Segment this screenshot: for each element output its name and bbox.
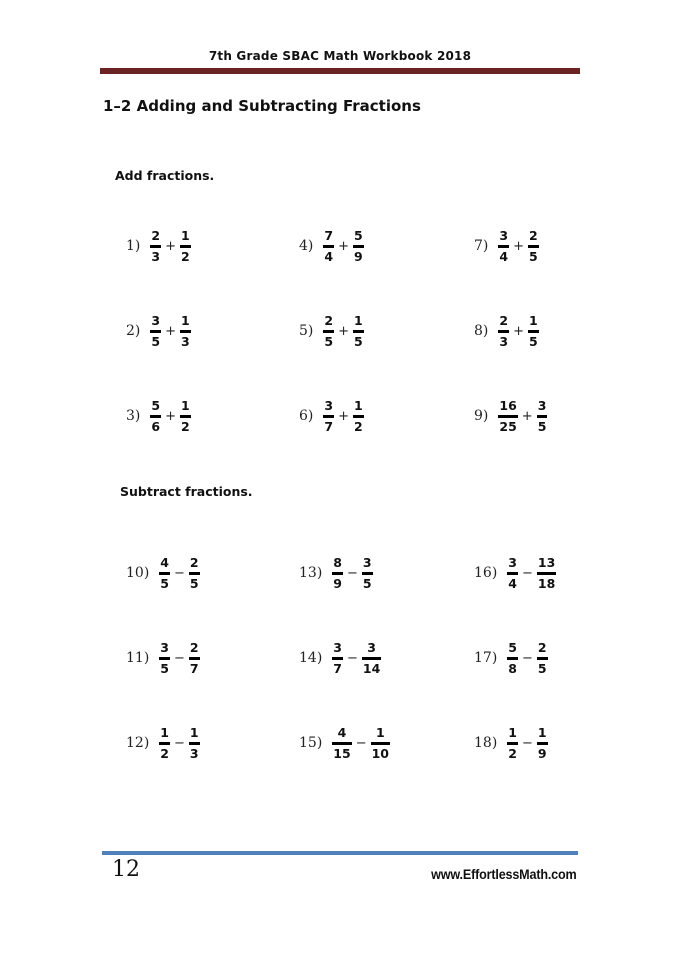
fraction-a	[498, 398, 517, 435]
numerator: 3	[324, 397, 334, 413]
problem-number: 16)	[474, 565, 498, 581]
denominator: 7	[333, 660, 342, 676]
denominator: 3	[180, 333, 190, 349]
problem-number: 12)	[126, 735, 150, 751]
fraction-bar	[332, 657, 343, 660]
numerator: 1	[180, 227, 190, 243]
problem-item	[126, 309, 193, 353]
fraction-bar	[180, 245, 191, 248]
denominator: 18	[537, 575, 556, 591]
fraction-bar	[528, 245, 539, 248]
denominator: 5	[362, 575, 372, 591]
problem-item	[299, 551, 375, 595]
operator: −	[521, 565, 533, 581]
denominator: 3	[499, 333, 509, 349]
numerator: 1	[508, 724, 517, 740]
operator: −	[346, 565, 358, 581]
problem-number: 15)	[299, 735, 323, 751]
numerator: 5	[151, 397, 161, 413]
fraction-bar	[537, 415, 548, 418]
problem-item	[126, 636, 202, 680]
problem-item	[299, 394, 366, 438]
website-link[interactable]: www.EffortlessMath.com	[431, 866, 577, 882]
fraction-bar	[537, 742, 548, 745]
fraction-a	[507, 555, 518, 592]
operator: −	[173, 565, 185, 581]
denominator: 5	[324, 333, 334, 349]
fraction-bar	[159, 572, 170, 575]
fraction-b	[189, 725, 200, 762]
operator: −	[173, 650, 185, 666]
denominator: 5	[528, 248, 538, 264]
numerator: 3	[151, 312, 161, 328]
fraction-bar	[507, 742, 518, 745]
fraction-bar	[362, 572, 373, 575]
numerator: 1	[180, 397, 190, 413]
problem-number: 5)	[299, 323, 314, 339]
numerator: 1	[537, 724, 547, 740]
denominator: 5	[528, 333, 538, 349]
operator: +	[521, 408, 533, 424]
fraction-bar	[180, 415, 191, 418]
fraction-b	[180, 313, 191, 350]
fraction-bar	[507, 572, 518, 575]
problem-item	[474, 224, 541, 268]
denominator: 3	[151, 248, 161, 264]
fraction-a	[159, 555, 170, 592]
fraction-b	[353, 398, 364, 435]
subtract-instruction: Subtract fractions.	[120, 484, 253, 499]
operator: +	[338, 408, 349, 424]
problem-number: 17)	[474, 650, 498, 666]
numerator: 3	[333, 639, 342, 655]
denominator: 5	[537, 418, 547, 434]
fraction-b	[362, 640, 381, 677]
fraction-a	[332, 640, 343, 677]
add-instruction: Add fractions.	[115, 168, 215, 183]
fraction-a	[323, 398, 334, 435]
numerator: 3	[508, 554, 517, 570]
numerator: 2	[528, 227, 538, 243]
problem-item	[299, 224, 366, 268]
problem-number: 18)	[474, 735, 498, 751]
problem-number: 2)	[126, 323, 141, 339]
fraction-a	[498, 313, 509, 350]
operator: +	[513, 238, 524, 254]
numerator: 2	[324, 312, 334, 328]
numerator: 3	[160, 639, 169, 655]
fraction-bar	[507, 657, 518, 660]
fraction-a	[332, 725, 351, 762]
denominator: 9	[353, 248, 363, 264]
fraction-bar	[362, 657, 381, 660]
problem-number: 4)	[299, 238, 314, 254]
fraction-bar	[498, 330, 509, 333]
fraction-a	[323, 313, 334, 350]
fraction-bar	[353, 415, 364, 418]
denominator: 9	[537, 745, 547, 761]
fraction-bar	[332, 572, 343, 575]
problem-number: 10)	[126, 565, 150, 581]
denominator: 4	[499, 248, 509, 264]
numerator: 1	[160, 724, 169, 740]
operator: +	[513, 323, 524, 339]
operator: +	[165, 323, 176, 339]
fraction-bar	[498, 415, 517, 418]
problem-number: 6)	[299, 408, 314, 424]
numerator: 1	[180, 312, 190, 328]
numerator: 2	[189, 639, 199, 655]
problem-item	[474, 309, 541, 353]
fraction-b	[362, 555, 373, 592]
numerator: 1	[189, 724, 199, 740]
page-number: 12	[112, 857, 140, 882]
fraction-bar	[323, 415, 334, 418]
fraction-a	[150, 398, 161, 435]
denominator: 4	[508, 575, 517, 591]
numerator: 2	[537, 639, 547, 655]
numerator: 1	[353, 397, 363, 413]
fraction-bar	[150, 245, 161, 248]
denominator: 9	[333, 575, 342, 591]
problem-item	[474, 636, 550, 680]
problem-item	[474, 394, 549, 438]
numerator: 3	[499, 227, 509, 243]
fraction-a	[323, 228, 334, 265]
denominator: 8	[508, 660, 517, 676]
fraction-bar	[537, 657, 548, 660]
denominator: 5	[353, 333, 363, 349]
numerator: 1	[528, 312, 538, 328]
numerator: 4	[160, 554, 169, 570]
fraction-a	[507, 640, 518, 677]
fraction-bar	[323, 245, 334, 248]
fraction-bar	[159, 657, 170, 660]
fraction-bar	[189, 657, 200, 660]
fraction-b	[180, 228, 191, 265]
operator: +	[165, 238, 176, 254]
operator: −	[355, 735, 367, 751]
fraction-bar	[323, 330, 334, 333]
fraction-bar	[353, 330, 364, 333]
fraction-a	[150, 313, 161, 350]
denominator: 2	[180, 248, 190, 264]
numerator: 1	[353, 312, 363, 328]
denominator: 10	[371, 745, 389, 761]
numerator: 8	[333, 554, 342, 570]
denominator: 2	[353, 418, 363, 434]
denominator: 2	[160, 745, 169, 761]
problem-number: 9)	[474, 408, 489, 424]
operator: +	[165, 408, 176, 424]
numerator: 2	[189, 554, 199, 570]
problem-item	[126, 551, 202, 595]
fraction-a	[507, 725, 518, 762]
problem-number: 11)	[126, 650, 150, 666]
numerator: 3	[537, 397, 547, 413]
denominator: 15	[333, 745, 351, 761]
fraction-a	[498, 228, 509, 265]
problem-item	[126, 394, 193, 438]
problem-item	[299, 309, 366, 353]
fraction-a	[332, 555, 343, 592]
problem-item	[474, 551, 558, 595]
problem-item	[299, 636, 383, 680]
numerator: 2	[499, 312, 509, 328]
operator: −	[521, 650, 533, 666]
fraction-b	[371, 725, 390, 762]
numerator: 13	[537, 554, 556, 570]
denominator: 2	[180, 418, 190, 434]
footer-rule	[102, 851, 578, 855]
fraction-bar	[371, 742, 390, 745]
denominator: 2	[508, 745, 517, 761]
problem-item	[474, 721, 550, 765]
problem-number: 8)	[474, 323, 489, 339]
numerator: 4	[337, 724, 347, 740]
fraction-bar	[189, 742, 200, 745]
operator: −	[521, 735, 533, 751]
fraction-a	[159, 640, 170, 677]
fraction-bar	[353, 245, 364, 248]
fraction-b	[528, 228, 539, 265]
problem-number: 7)	[474, 238, 489, 254]
denominator: 7	[189, 660, 199, 676]
problem-item	[126, 721, 202, 765]
fraction-bar	[498, 245, 509, 248]
numerator: 16	[499, 397, 517, 413]
fraction-b	[537, 725, 548, 762]
fraction-b	[189, 640, 200, 677]
fraction-bar	[150, 330, 161, 333]
denominator: 5	[151, 333, 161, 349]
fraction-b	[537, 555, 556, 592]
fraction-b	[180, 398, 191, 435]
numerator: 2	[151, 227, 161, 243]
denominator: 14	[362, 660, 381, 676]
operator: +	[338, 323, 349, 339]
fraction-b	[537, 398, 548, 435]
denominator: 5	[160, 660, 169, 676]
fraction-b	[353, 228, 364, 265]
problem-item	[299, 721, 392, 765]
fraction-b	[353, 313, 364, 350]
numerator: 3	[362, 554, 372, 570]
denominator: 4	[324, 248, 334, 264]
numerator: 1	[375, 724, 385, 740]
denominator: 25	[499, 418, 517, 434]
denominator: 5	[537, 660, 547, 676]
fraction-b	[528, 313, 539, 350]
fraction-b	[189, 555, 200, 592]
numerator: 5	[508, 639, 517, 655]
denominator: 6	[151, 418, 161, 434]
fraction-b	[537, 640, 548, 677]
header-rule	[100, 68, 580, 74]
fraction-bar	[150, 415, 161, 418]
fraction-bar	[189, 572, 200, 575]
denominator: 7	[324, 418, 334, 434]
denominator: 5	[160, 575, 169, 591]
fraction-bar	[537, 572, 556, 575]
fraction-bar	[528, 330, 539, 333]
problem-item	[126, 224, 193, 268]
operator: −	[346, 650, 358, 666]
fraction-a	[159, 725, 170, 762]
problem-number: 1)	[126, 238, 141, 254]
problem-number: 3)	[126, 408, 141, 424]
fraction-bar	[180, 330, 191, 333]
numerator: 5	[353, 227, 363, 243]
problem-number: 13)	[299, 565, 323, 581]
denominator: 3	[189, 745, 199, 761]
section-title: 1–2 Adding and Subtracting Fractions	[103, 97, 421, 115]
operator: −	[173, 735, 185, 751]
fraction-bar	[332, 742, 351, 745]
numerator: 3	[367, 639, 376, 655]
problem-number: 14)	[299, 650, 323, 666]
fraction-bar	[159, 742, 170, 745]
denominator: 5	[189, 575, 199, 591]
numerator: 7	[324, 227, 334, 243]
operator: +	[338, 238, 349, 254]
header-title: 7th Grade SBAC Math Workbook 2018	[208, 49, 472, 63]
fraction-a	[150, 228, 161, 265]
